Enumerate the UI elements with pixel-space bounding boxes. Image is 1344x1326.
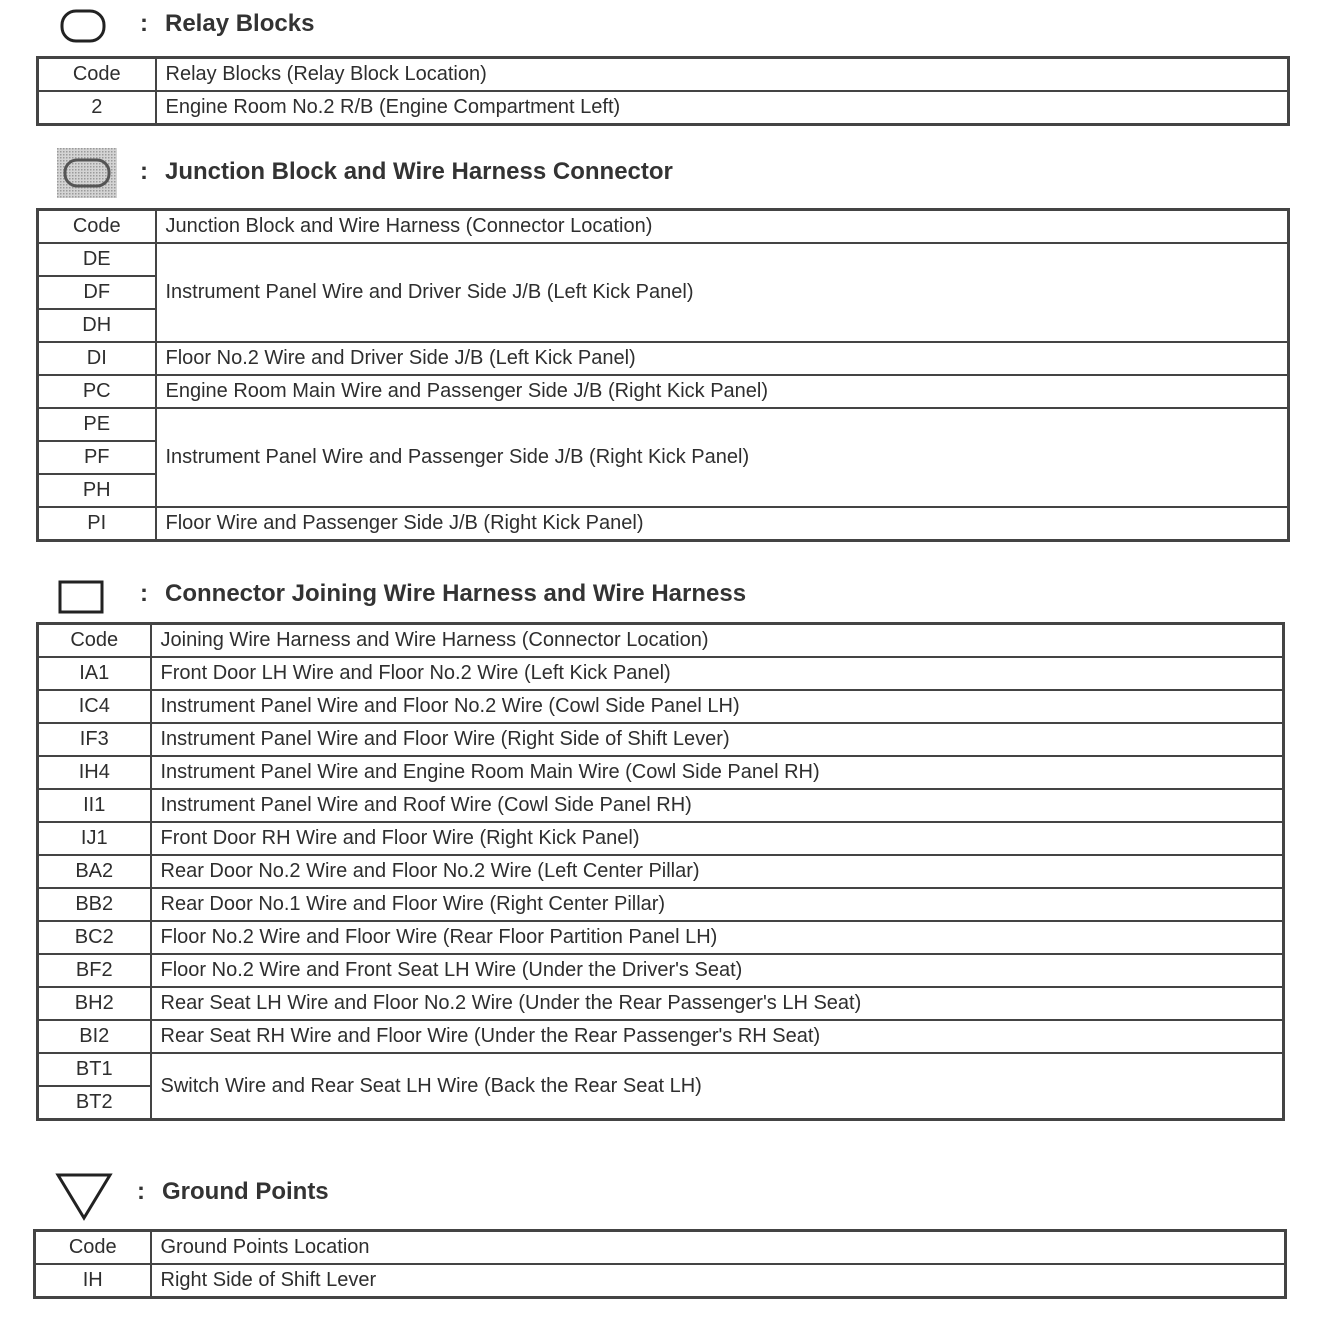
code-cell: IJ1	[38, 822, 151, 855]
table-row	[38, 1053, 1284, 1086]
location-cell: Instrument Panel Wire and Driver Side J/B (Left Kick Panel)	[156, 243, 1289, 342]
location-cell: Front Door LH Wire and Floor No.2 Wire (Left Kick Panel)	[151, 657, 1284, 690]
location-cell: Floor Wire and Passenger Side J/B (Right Kick Panel)	[156, 507, 1289, 541]
code-cell: BA2	[38, 855, 151, 888]
rectangle-outline-icon	[58, 580, 104, 614]
code-cell: BF2	[38, 954, 151, 987]
location-cell: Floor No.2 Wire and Floor Wire (Rear Floor Partition Panel LH)	[151, 921, 1284, 954]
table-header-row	[38, 624, 1284, 658]
table-row	[38, 375, 1289, 408]
table-header-row	[38, 210, 1289, 244]
table-header-row	[38, 58, 1289, 92]
code-cell: PH	[38, 474, 156, 507]
table-row	[38, 408, 1289, 441]
column-header-code: Code	[35, 1231, 151, 1265]
ground-points-table	[33, 1229, 1287, 1299]
section-heading-connector-joining: Connector Joining Wire Harness and Wire Harness	[165, 580, 747, 607]
colon: :	[137, 1178, 145, 1205]
table-row	[38, 987, 1284, 1020]
code-cell: DH	[38, 309, 156, 342]
location-cell: Instrument Panel Wire and Roof Wire (Cowl Side Panel RH)	[151, 789, 1284, 822]
code-cell: IC4	[38, 690, 151, 723]
table-row	[38, 888, 1284, 921]
table-row	[38, 822, 1284, 855]
relay-blocks-table	[36, 56, 1290, 126]
location-cell: Instrument Panel Wire and Engine Room Main Wire (Cowl Side Panel RH)	[151, 756, 1284, 789]
table-row	[38, 507, 1289, 541]
code-cell: DE	[38, 243, 156, 276]
shaded-rounded-rectangle-icon	[57, 148, 117, 198]
rounded-rectangle-outline-icon	[60, 9, 106, 43]
table-row	[38, 657, 1284, 690]
section-heading-relay-blocks: Relay Blocks	[165, 10, 315, 37]
code-cell: IA1	[38, 657, 151, 690]
colon: :	[140, 10, 148, 37]
table-header-row	[35, 1231, 1286, 1265]
table-row	[38, 789, 1284, 822]
location-cell: Engine Room No.2 R/B (Engine Compartment Left)	[156, 91, 1289, 125]
table-row	[38, 243, 1289, 276]
location-cell: Engine Room Main Wire and Passenger Side J/B (Right Kick Panel)	[156, 375, 1289, 408]
table-row	[38, 690, 1284, 723]
down-triangle-icon	[55, 1172, 113, 1222]
column-header-code: Code	[38, 624, 151, 658]
code-cell: IH	[35, 1264, 151, 1298]
code-cell: PI	[38, 507, 156, 541]
location-cell: Front Door RH Wire and Floor Wire (Right Kick Panel)	[151, 822, 1284, 855]
location-cell: Rear Door No.1 Wire and Floor Wire (Right Center Pillar)	[151, 888, 1284, 921]
location-cell: Instrument Panel Wire and Floor No.2 Wire (Cowl Side Panel LH)	[151, 690, 1284, 723]
code-cell: BH2	[38, 987, 151, 1020]
colon: :	[140, 158, 148, 185]
colon: :	[140, 580, 148, 607]
table-row	[35, 1264, 1286, 1298]
column-header-code: Code	[38, 58, 156, 92]
location-cell: Rear Seat RH Wire and Floor Wire (Under the Rear Passenger's RH Seat)	[151, 1020, 1284, 1053]
junction-block-table	[36, 208, 1290, 542]
code-cell: II1	[38, 789, 151, 822]
table-row	[38, 91, 1289, 125]
table-row	[38, 921, 1284, 954]
table-row	[38, 855, 1284, 888]
code-cell: BI2	[38, 1020, 151, 1053]
location-cell: Floor No.2 Wire and Front Seat LH Wire (Under the Driver's Seat)	[151, 954, 1284, 987]
table-row	[38, 954, 1284, 987]
section-heading-ground-points: Ground Points	[162, 1178, 329, 1205]
code-cell: BT1	[38, 1053, 151, 1086]
column-header-code: Code	[38, 210, 156, 244]
table-row	[38, 1020, 1284, 1053]
location-cell: Floor No.2 Wire and Driver Side J/B (Left Kick Panel)	[156, 342, 1289, 375]
location-cell: Right Side of Shift Lever	[151, 1264, 1286, 1298]
code-cell: PE	[38, 408, 156, 441]
code-cell: DI	[38, 342, 156, 375]
column-header-location: Ground Points Location	[151, 1231, 1286, 1265]
code-cell: PC	[38, 375, 156, 408]
code-cell: DF	[38, 276, 156, 309]
column-header-location: Joining Wire Harness and Wire Harness (Connector Location)	[151, 624, 1284, 658]
location-cell: Rear Door No.2 Wire and Floor No.2 Wire (Left Center Pillar)	[151, 855, 1284, 888]
table-row	[38, 723, 1284, 756]
location-cell: Rear Seat LH Wire and Floor No.2 Wire (Under the Rear Passenger's LH Seat)	[151, 987, 1284, 1020]
code-cell: BC2	[38, 921, 151, 954]
column-header-location: Relay Blocks (Relay Block Location)	[156, 58, 1289, 92]
table-row	[38, 756, 1284, 789]
code-cell: BB2	[38, 888, 151, 921]
location-cell: Instrument Panel Wire and Passenger Side J/B (Right Kick Panel)	[156, 408, 1289, 507]
location-cell: Instrument Panel Wire and Floor Wire (Right Side of Shift Lever)	[151, 723, 1284, 756]
code-cell: PF	[38, 441, 156, 474]
code-cell: 2	[38, 91, 156, 125]
location-cell: Switch Wire and Rear Seat LH Wire (Back the Rear Seat LH)	[151, 1053, 1284, 1120]
table-row	[38, 342, 1289, 375]
code-cell: IF3	[38, 723, 151, 756]
connector-joining-table	[36, 622, 1285, 1121]
section-heading-junction-block: Junction Block and Wire Harness Connector	[165, 158, 673, 185]
code-cell: IH4	[38, 756, 151, 789]
column-header-location: Junction Block and Wire Harness (Connector Location)	[156, 210, 1289, 244]
code-cell: BT2	[38, 1086, 151, 1120]
